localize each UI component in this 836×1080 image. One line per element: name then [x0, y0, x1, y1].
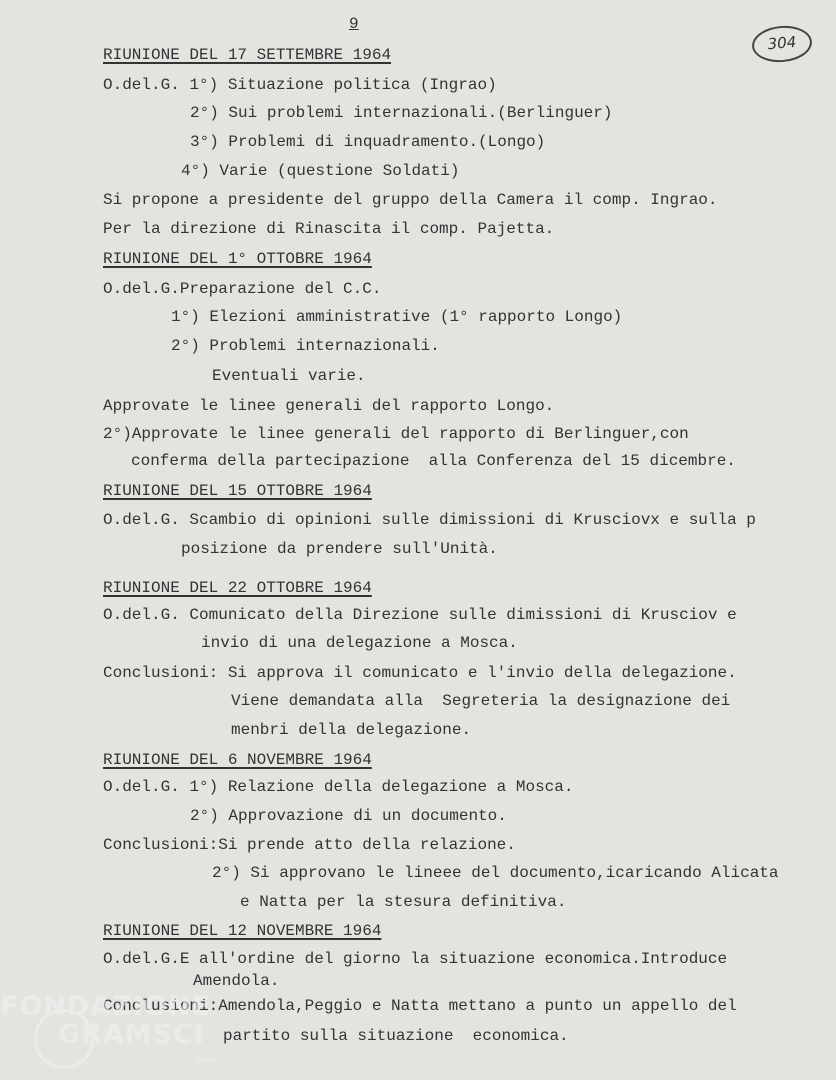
agenda-line: 2°) Problemi internazionali. — [171, 337, 440, 355]
agenda-line: Amendola. — [193, 972, 280, 990]
agenda-line: Eventuali varie. — [212, 367, 366, 385]
watermark-line3: onlus — [196, 1055, 218, 1064]
conclusion-line: Conclusioni: Si approva il comunicato e l'invio della delegazione. — [103, 664, 737, 682]
meeting-heading-15-ottobre: RIUNIONE DEL 15 OTTOBRE 1964 — [103, 482, 372, 500]
meeting-heading-6-novembre: RIUNIONE DEL 6 NOVEMBRE 1964 — [103, 751, 372, 769]
page-number: 9 — [349, 15, 359, 33]
agenda-line: O.del.G. Scambio di opinioni sulle dimissioni di Krusciovx e sulla p — [103, 511, 756, 529]
conclusion-line: Conclusioni:Amendola,Peggio e Natta mettano a punto un appello del — [103, 997, 737, 1015]
conclusion-line: menbri della delegazione. — [231, 721, 472, 739]
text-line: Si propone a presidente del gruppo della Camera il comp. Ingrao. — [103, 191, 718, 209]
text-line: conferma della partecipazione alla Conferenza del 15 dicembre. — [131, 452, 736, 470]
agenda-line: 2°) Sui problemi internazionali.(Berlinguer) — [190, 104, 613, 122]
agenda-line: 3°) Problemi di inquadramento.(Longo) — [190, 133, 546, 151]
text-line: Per la direzione di Rinascita il comp. Pajetta. — [103, 220, 555, 238]
agenda-line: 4°) Varie (questione Soldati) — [181, 162, 460, 180]
agenda-line: O.del.G.E all'ordine del giorno la situazione economica.Introduce — [103, 950, 728, 968]
agenda-line: posizione da prendere sull'Unità. — [181, 540, 498, 558]
conclusion-line: Conclusioni:Si prende atto della relazione. — [103, 836, 516, 854]
meeting-heading-1-ottobre: RIUNIONE DEL 1° OTTOBRE 1964 — [103, 250, 372, 268]
watermark-line1: FONDAZIONE — [0, 991, 211, 1022]
agenda-line: 2°) Approvazione di un documento. — [190, 807, 507, 825]
text-line: 2°)Approvate le linee generali del rapporto di Berlinguer,con — [103, 425, 689, 443]
conclusion-line: partito sulla situazione economica. — [223, 1027, 569, 1045]
meeting-heading-17-settembre: RIUNIONE DEL 17 SETTEMBRE 1964 — [103, 46, 392, 64]
conclusion-line: 2°) Si approvano le lineee del documento,icaricando Alicata — [212, 864, 779, 882]
meeting-heading-12-novembre: RIUNIONE DEL 12 NOVEMBRE 1964 — [103, 922, 382, 940]
conclusion-line: e Natta per la stesura definitiva. — [240, 893, 567, 911]
conclusion-line: Viene demandata alla Segreteria la designazione dei — [231, 692, 731, 710]
fondazione-gramsci-watermark — [0, 985, 240, 1075]
agenda-line: O.del.G.Preparazione del C.C. — [103, 280, 382, 298]
meeting-heading-22-ottobre: RIUNIONE DEL 22 OTTOBRE 1964 — [103, 579, 372, 597]
agenda-line: invio di una delegazione a Mosca. — [201, 634, 518, 652]
archive-number-stamp: 304 — [751, 23, 814, 64]
agenda-line: O.del.G. Comunicato della Direzione sulle dimissioni di Krusciov e — [103, 606, 737, 624]
watermark-line2: GRAMSCI — [58, 1019, 206, 1050]
text-line: Approvate le linee generali del rapporto Longo. — [103, 397, 555, 415]
agenda-line: 1°) Elezioni amministrative (1° rapporto Longo) — [171, 308, 623, 326]
agenda-line: O.del.G. 1°) Relazione della delegazione a Mosca. — [103, 778, 574, 796]
agenda-line: O.del.G. 1°) Situazione politica (Ingrao) — [103, 76, 497, 94]
